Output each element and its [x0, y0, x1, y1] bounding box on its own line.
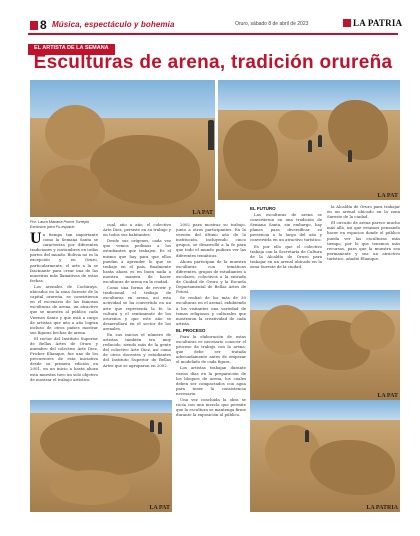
section-title: Música, espectáculo y bohemia — [52, 20, 175, 29]
article-column-1: Un tiempo tan importante como la Semana Santa se caracteriza por diferentes tradiciones y costumbres en todas partes del mundo. Bolivia no es la excepción y en Oruro, particularmente, el arte a la se fascinante para crear una de las muestras más llamativas de estas fechas. Los arenales de Cochiraya, ubicados en la zona Sureste de la capital orureña, se convirtieron en el escenario de las famosas esculturas de arena, un atractivo que se muestra al público cada Viernes Santo y que está a cargo de artistas que año a año logran incluso de otros países mostrar sus figuras hechas de arena. El rector del Instituto Superior de Bellas Artes de Oruro y miembro del colectivo Arte Diez, Fricker Elianque, fue uno de los precursores de esta iniciativa desde su primera edición en 2001, en un inicio a hasta ahora esta muestra tuvo un solo objetivo de mostrar el trabajo artístico. — [30, 232, 98, 382]
page-header — [0, 0, 420, 34]
issue-date: Oruro, sábado 8 de abril de 2023 — [235, 21, 309, 27]
photo-credit: Por: Laura Mariana Ponce Torrejón Exclusivo para Fu-espacio — [30, 220, 90, 229]
subhead-futuro: EL FUTURO — [250, 206, 276, 211]
photo-sculpture-wide — [250, 400, 400, 512]
article-column-4: EL FUTURO Las esculturas de arena se convirtieron en una tradición de Semana Santa, sin embargo, hay planes para diversificar su presencia a lo largo del año y convertirla en un atractivo turístico. Es por ello que el colectivo trabaja con la Secretaría de Cultura de la Alcaldía de Oruro para trabajar en un arenal ubicado en la zona Sureste de la ciudad. — [250, 206, 322, 269]
dropcap: U — [30, 232, 42, 247]
photo-watermark: LA PAT — [377, 193, 398, 199]
section-kicker: EL ARTISTA DE LA SEMANA — [28, 44, 115, 55]
newspaper-logo: LA PATRIA — [343, 18, 402, 28]
photo-sculpture-field — [218, 80, 400, 200]
brand-mark-icon — [343, 19, 351, 27]
page-marker-icon — [30, 21, 38, 30]
photo-watermark: LA PAT — [377, 393, 398, 399]
photo-sculpture-visitors — [30, 400, 172, 512]
photo-watermark-full: LA PATRIA — [366, 505, 398, 511]
photo-watermark: LA PAT — [192, 210, 213, 216]
header-rule — [28, 33, 398, 35]
photo-sand-sculpture-main — [30, 80, 215, 217]
article-column-5: la Alcaldía de Oruro para trabajar en un arenal ubicado en la zona Sureste de la ciudad. El circuito de arena parece mucho más allá, así que estamos pensando hacer en espacios donde el público pueda ver las esculturas más tiempo, por lo que tenemos más recursos, para que la muestra sea permanente y sea un atractivo turístico, añadió Elianque. — [327, 204, 400, 261]
subhead-proceso: EL PROCESO — [176, 327, 206, 333]
photo-watermark: LA PAT — [149, 505, 170, 511]
page-number: 8 — [30, 18, 47, 32]
article-column-2: cual, año a año, el colectivo Arte Diez, persiste en su trabajo y en todos sus habitantes. Desde sus orígenes, cada vez que vemos pedimos a los estudiantes que trabajen. Es el mismo que hay para que ellos puedan a aprender lo que se trabaje en el país, finalmente hasta ahora es en buen nada a nuestra manera de hacer esculturas de arena en la ciudad. Como una forma de revivir y tradicional el trabajo de esculturas en arena, así esta actividad se ha convertido en un arte que representa la fe, la cultura y el sentimiento de los orureños y que este año se desarrollará en el sector de los arenales. En sus inicios el número de artistas también era muy reducido, siendo más de la gente del colectivo Arte Diez, así como de otros docentes y estudiantes del Instituto Superior de Bellas Artes que se agruparon en 2002. — [103, 222, 171, 368]
photo-sculpture-detail — [250, 290, 400, 400]
article-column-3: 2002 para mostrar su trabajo, junto a otros participantes. En la versión del último año de la institución, incluyendo cinco grupos, se desarrolló a la fe para que todo el mundo pudiera ver las diferentes temáticas. Ahora participan de la muestra esculturas con temáticas diferentes, grupos de estudiantes a escolares, colectivos a la entrada de Ciudad de Oruro y la Escuela Departamental de Bellas Artes de Potosí. Se realizó de los más de 30 esculturas en el arenal, exhibiendo a los visitantes una variedad de temas religiosos y culturales que mostraron la creatividad de cada artista. EL PROCESO Para la elaboración de estas esculturas es necesario conocer el proceso de trabajo con la arena, que debe ser tratada adecuadamente antes de empezar el modelado de cada figura. Los artistas trabajan durante varios días en la preparación de los bloques de arena, los cuales deben ser compactados con agua para tener la consistencia necesaria. Una vez concluida la obra se rocía con una mezcla que permite que la escultura se mantenga firme durante la exposición al público. — [176, 222, 246, 418]
article-headline: Esculturas de arena, tradición orureña — [33, 52, 393, 73]
